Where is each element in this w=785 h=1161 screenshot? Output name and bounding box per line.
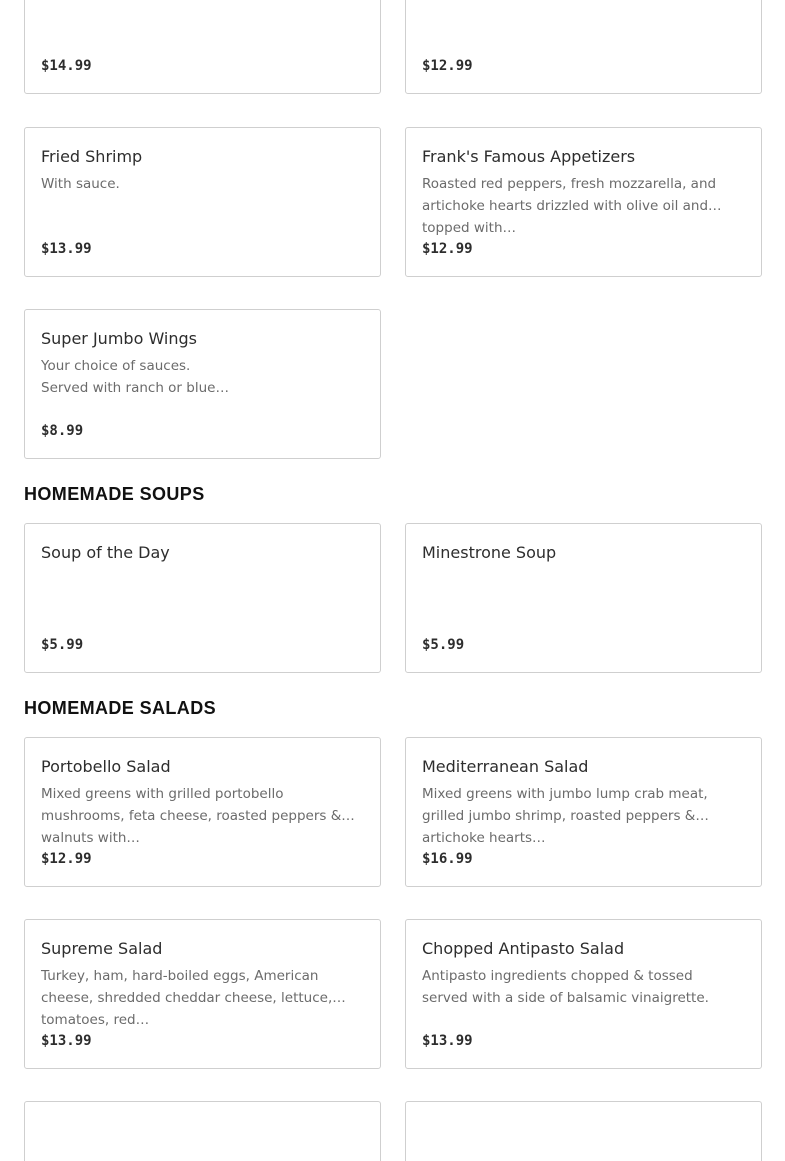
item-price: $13.99	[41, 241, 92, 257]
menu-item-card[interactable]	[405, 737, 762, 887]
item-name: Fried Shrimp	[41, 147, 143, 166]
menu-item-card[interactable]	[24, 309, 381, 459]
item-description: Roasted red peppers, fresh mozzarella, and artichoke hearts drizzled with olive oil and topped with…	[422, 176, 717, 236]
item-description: Antipasto ingredients chopped & tossed served with a side of balsamic vinaigrette.	[422, 968, 709, 1006]
menu-item-card[interactable]	[24, 0, 381, 94]
item-price: $13.99	[41, 1033, 92, 1049]
menu-item-card[interactable]	[405, 127, 762, 277]
item-name: Minestrone Soup	[422, 543, 557, 562]
menu-item-card[interactable]	[24, 919, 381, 1069]
item-description: Turkey, ham, hard-boiled eggs, American cheese, shredded cheddar cheese, lettuce, tomatoes, red…	[41, 968, 333, 1028]
item-name: Super Jumbo Wings	[41, 329, 197, 348]
item-price: $8.99	[41, 423, 84, 439]
item-description: Mixed greens with jumbo lump crab meat, grilled jumbo shrimp, roasted peppers & artichoke hearts…	[422, 786, 708, 846]
item-description: Your choice of sauces. Served with ranch or blue…	[41, 358, 229, 396]
item-name: Frank's Famous Appetizers	[422, 147, 636, 166]
item-name: Supreme Salad	[41, 939, 163, 958]
menu-item-card[interactable]	[405, 0, 762, 94]
item-name: Chopped Antipasto Salad	[422, 939, 625, 958]
menu-item-card[interactable]	[24, 127, 381, 277]
item-description: With sauce.	[41, 176, 120, 192]
menu-item-card[interactable]	[405, 523, 762, 673]
menu-item-card[interactable]	[24, 1101, 381, 1161]
menu-item-card[interactable]	[405, 919, 762, 1069]
menu-item-card[interactable]	[405, 1101, 762, 1161]
item-price: $16.99	[422, 851, 473, 867]
item-description: Mixed greens with grilled portobello mushrooms, feta cheese, roasted peppers & walnuts with…	[41, 786, 342, 846]
item-price: $5.99	[422, 637, 465, 653]
item-name: Soup of the Day	[41, 543, 170, 562]
section-heading-salads: HOMEMADE SALADS	[24, 698, 217, 718]
item-price: $12.99	[422, 241, 473, 257]
item-price: $5.99	[41, 637, 84, 653]
item-price: $13.99	[422, 1033, 473, 1049]
menu-item-card[interactable]	[24, 737, 381, 887]
menu-item-card[interactable]	[24, 523, 381, 673]
item-price: $12.99	[422, 58, 473, 74]
item-price: $14.99	[41, 58, 92, 74]
item-name: Mediterranean Salad	[422, 757, 589, 776]
item-price: $12.99	[41, 851, 92, 867]
section-heading-soups: HOMEMADE SOUPS	[24, 484, 205, 504]
item-name: Portobello Salad	[41, 757, 171, 776]
